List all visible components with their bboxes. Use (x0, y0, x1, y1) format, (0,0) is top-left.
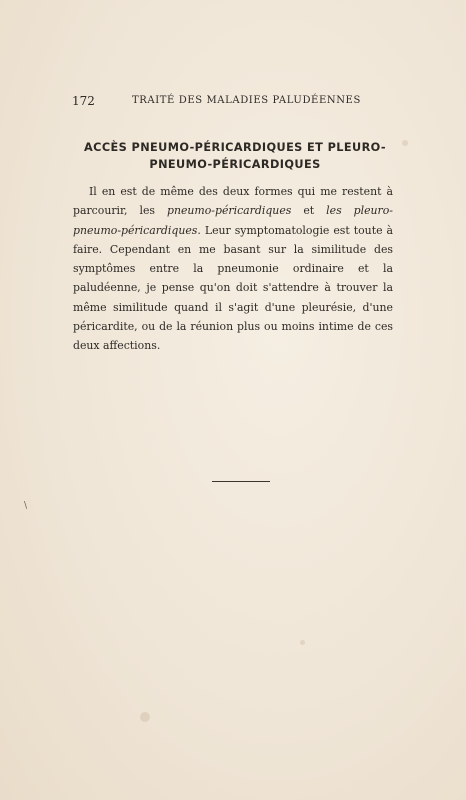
section-title-line-1: ACCÈS PNEUMO-PÉRICARDIQUES ET PLEURO- (84, 141, 386, 154)
margin-mark: \ (24, 501, 28, 511)
paper-stain (402, 140, 408, 146)
italic-term: les pleuro-pneumo-péricardiques (73, 204, 393, 237)
page-header (72, 94, 402, 114)
section-title (60, 139, 410, 173)
section-end-rule (212, 481, 270, 482)
page-number: 172 (72, 94, 95, 108)
section-title-line-2: PNEUMO-PÉRICARDIQUES (149, 158, 321, 171)
text-segment: . Leur symptomatologie est toute à faire. Cependant en me basant sur la similitude des symptômes entre la pneumonie ordinaire et la paludéenne, je pense qu'on doit s'attendre à trouver la même similitude quand il s'agit d'une pleurésie, d'une péricardite, ou de la réunion plus ou moins intime de ces deux affections. (73, 223, 393, 353)
italic-term: pneumo-péricardiques (166, 204, 292, 218)
paper-stain (300, 640, 305, 645)
running-head: TRAITÉ DES MALADIES PALUDÉENNES (132, 95, 361, 106)
paper-stain (140, 712, 150, 722)
body-text (73, 182, 393, 356)
text-segment: et (291, 204, 327, 218)
text-segment: Il en est de même des deux formes qui me restent à parcourir, les (73, 185, 393, 218)
body-paragraph (73, 182, 393, 356)
